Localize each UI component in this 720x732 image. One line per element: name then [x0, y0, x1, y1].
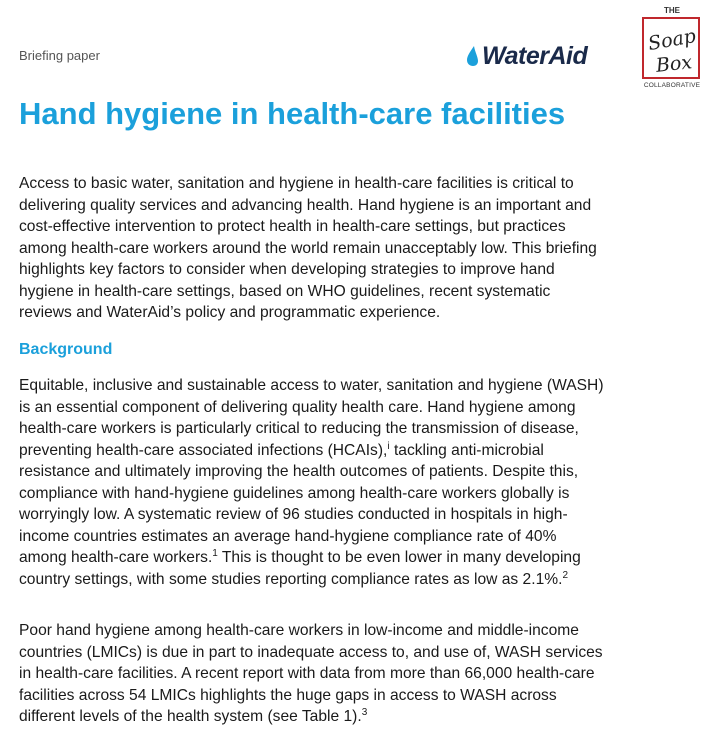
paragraph-line: worryingly low. A systematic review of 96 studies conducted in hospitals in high-	[19, 506, 568, 523]
paragraph-line: countries (LMICs) is due in part to inadequate access to, and use of, WASH services	[19, 643, 603, 661]
intro-line: reviews and WaterAid’s policy and programmatic experience.	[19, 304, 441, 321]
line-text: different levels of the health system (see Table 1).	[19, 708, 362, 725]
line-text: This is thought to be even lower in many developing	[217, 549, 581, 566]
footnote-ref[interactable]: 1	[212, 548, 218, 559]
section-heading-background: Background	[19, 341, 113, 358]
page-title: Hand hygiene in health-care facilities	[19, 96, 566, 131]
paragraph-line	[19, 440, 709, 462]
paragraph-line: compliance with hand-hygiene guidelines among health-care workers globally is	[19, 484, 570, 502]
paragraph-line: facilities across 54 LMICs highlights the huge gaps in access to WASH across	[19, 686, 557, 704]
line-text: among health-care workers.	[19, 549, 213, 566]
soapbox-the-text: THE	[664, 6, 680, 15]
footnote-ref[interactable]: i	[387, 440, 390, 452]
paragraph-line	[19, 547, 709, 569]
soapbox-wordmark	[632, 6, 712, 92]
soapbox-word-box: Box	[654, 51, 694, 77]
intro-line: delivering quality services and advancing health. Hand hygiene is an important and	[19, 196, 592, 214]
intro-line: cost-effective intervention to protect health in health-care settings, but practices	[19, 218, 566, 235]
soapbox-word-soap: Soap	[646, 25, 698, 55]
paragraph-line: Poor hand hygiene among health-care workers in low-income and middle-income	[19, 622, 579, 639]
soapbox-collaborative-logo	[632, 6, 712, 92]
wateraid-wordmark: WaterAid	[482, 41, 588, 70]
intro-line: highlights key factors to consider when developing strategies to improve hand	[19, 261, 555, 278]
intro-line: Access to basic water, sanitation and hygiene in health-care facilities is critical to	[19, 175, 574, 192]
intro-paragraph	[19, 173, 709, 324]
paragraph-line: is an essential component of delivering quality health care. Hand hygiene among	[19, 398, 576, 416]
paragraph-line	[19, 569, 709, 591]
line-text: tackling anti-microbial	[389, 441, 544, 459]
paragraph-line: income countries estimates an average hand-hygiene compliance rate of 40%	[19, 527, 557, 545]
intro-line: among health-care workers around the world remain unacceptably low. This briefing	[19, 239, 597, 257]
soapbox-collaborative-text: COLLABORATIVE	[643, 82, 701, 89]
paragraph-line: Equitable, inclusive and sustainable access to water, sanitation and hygiene (WASH)	[19, 377, 604, 394]
background-paragraph-2	[19, 620, 709, 728]
document-type-label: Briefing paper	[19, 48, 100, 63]
line-text: preventing health-care associated infections (HCAIs),	[19, 441, 388, 459]
footnote-ref[interactable]: 3	[361, 707, 368, 718]
water-drop-icon	[465, 45, 481, 67]
intro-line: hygiene in health-care settings, based on WHO guidelines, recent systematic	[19, 282, 551, 300]
paragraph-line: in health-care facilities. A recent report with data from more than 66,000 health-care	[19, 665, 595, 682]
line-text: country settings, with some studies reporting compliance rates as low as 2.1%.	[19, 570, 563, 588]
wateraid-logo	[465, 40, 587, 72]
paragraph-line	[19, 706, 709, 728]
paragraph-line: health-care workers is particularly critical to reducing the transmission of disease,	[19, 420, 579, 437]
paragraph-line: resistance and ultimately improving the health outcomes of patients. Despite this,	[19, 463, 579, 480]
background-paragraph-1	[19, 375, 709, 590]
footnote-ref[interactable]: 2	[562, 569, 568, 581]
